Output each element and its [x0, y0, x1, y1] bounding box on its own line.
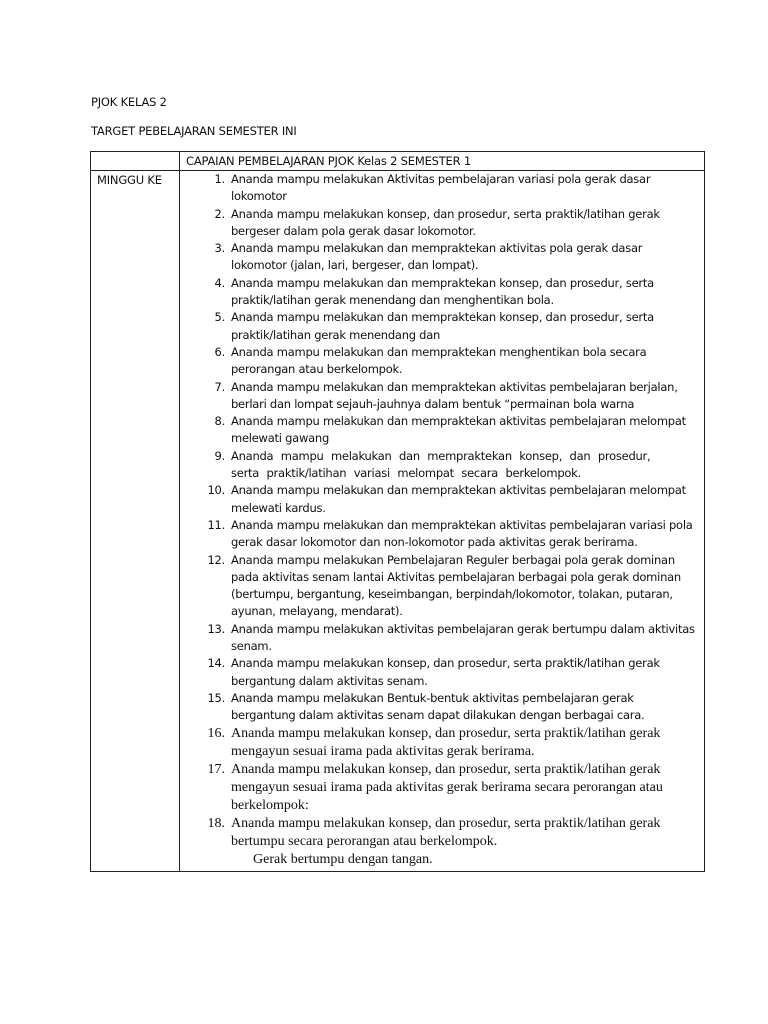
list-item — [180, 206, 700, 241]
item-text: Ananda mampu melakukan Aktivitas pembelajaran variasi pola gerak dasar lokomotor — [231, 172, 651, 204]
item-number: 10. — [207, 483, 225, 498]
item-number: 1. — [214, 172, 225, 186]
item-text: Ananda mampu melakukan dan mempraktekan aktivitas pembelajaran berjalan, berlari dan lompat sejauh-jauhnya dalam bentuk “permainan bola warna — [231, 379, 678, 411]
item-number: 14. — [207, 656, 225, 671]
learning-outcomes-table — [90, 151, 705, 872]
item-text: Ananda mampu melakukan dan mempraktekan aktivitas pola gerak dasar lokomotor (jalan, lari, bergeser, dan lompat). — [231, 241, 643, 273]
item-text: Ananda mampu melakukan konsep, dan prosedur, serta praktik/latihan gerak bergeser dalam pola gerak dasar lokomotor. — [231, 206, 660, 238]
item-extra-text: Gerak bertumpu dengan tangan. — [253, 851, 433, 867]
item-text: Ananda mampu melakukan dan mempraktekan konsep, dan prosedur, serta praktik/latihan gerak menendang dan menghentikan bola. — [231, 275, 654, 308]
week-label: MINGGU KE — [97, 173, 162, 187]
item-number: 6. — [214, 344, 225, 359]
item-number: 2. — [214, 206, 225, 221]
item-text: Ananda mampu melakukan konsep, dan prosedur, serta praktik/latihan gerak bergantung dalam aktivitas senam. — [231, 656, 660, 688]
table-header-row — [91, 152, 705, 171]
week-label-cell — [91, 171, 180, 872]
item-number: 3. — [214, 241, 225, 256]
list-item — [180, 275, 700, 310]
document-subtitle: TARGET PEBELAJARAN SEMESTER INI — [91, 124, 297, 138]
table-header-label: CAPAIAN PEMBELAJARAN PJOK Kelas 2 SEMESTER 1 — [186, 154, 471, 168]
list-item — [180, 379, 700, 414]
item-number: 7. — [214, 379, 225, 394]
item-text: Ananda mampu melakukan dan mempraktekan menghentikan bola secara perorangan atau berkelompok. — [231, 344, 647, 377]
item-number: 5. — [214, 310, 225, 325]
item-number: 13. — [207, 621, 225, 636]
list-item — [180, 240, 700, 275]
item-text: Ananda mampu melakukan Bentuk-bentuk aktivitas pembelajaran gerak bergantung dalam aktivitas senam dapat dilakukan dengan berbagai cara. — [231, 690, 645, 723]
list-item — [180, 344, 700, 379]
item-number: 16. — [207, 725, 225, 741]
item-number: 9. — [214, 448, 225, 463]
item-text: Ananda mampu melakukan konsep, dan prosedur, serta praktik/latihan gerak mengayun sesuai irama pada aktivitas gerak berirama. — [231, 725, 661, 759]
item-text: Ananda mampu melakukan aktivitas pembelajaran gerak bertumpu dalam aktivitas senam. — [231, 621, 695, 654]
list-item — [180, 690, 700, 725]
item-number: 17. — [207, 761, 225, 777]
item-text: Ananda mampu melakukan konsep, dan prosedur, serta praktik/latihan gerak bertumpu secara perorangan atau berkelompok. — [231, 815, 661, 849]
list-item — [180, 413, 700, 448]
table-body-row — [91, 171, 705, 872]
item-number: 15. — [207, 690, 225, 705]
outcomes-cell — [180, 171, 705, 872]
list-item — [180, 517, 700, 552]
list-item — [180, 448, 700, 483]
item-text: Ananda mampu melakukan dan mempraktekan konsep, dan prosedur, — [231, 448, 651, 463]
list-item — [180, 171, 700, 206]
list-item — [180, 655, 700, 690]
item-number: 18. — [207, 815, 225, 831]
list-item — [180, 552, 700, 621]
item-text: Ananda mampu melakukan dan mempraktekan aktivitas pembelajaran melompat melewati gawang — [231, 414, 686, 446]
outcomes-list — [180, 171, 704, 871]
list-item — [180, 725, 700, 761]
list-item — [180, 761, 700, 815]
item-text-continued: serta praktik/latihan variasi melompat secara berkelompok. — [231, 466, 581, 481]
item-text: Ananda mampu melakukan dan mempraktekan konsep, dan prosedur, serta praktik/latihan gerak menendang dan — [231, 310, 654, 342]
item-text: Ananda mampu melakukan dan mempraktekan aktivitas pembelajaran melompat melewati kardus. — [231, 483, 686, 515]
item-number: 4. — [214, 275, 225, 290]
header-cell — [180, 152, 705, 171]
list-item — [180, 621, 700, 656]
item-text: Ananda mampu melakukan konsep, dan prosedur, serta praktik/latihan gerak mengayun sesuai irama pada aktivitas gerak berirama secara perorangan atau berkelompok: — [231, 761, 663, 813]
document-title: PJOK KELAS 2 — [91, 95, 167, 109]
list-item — [180, 482, 700, 517]
item-number: 12. — [207, 552, 225, 567]
item-number: 8. — [214, 414, 225, 429]
list-item — [180, 815, 700, 869]
header-empty-cell — [91, 152, 180, 171]
list-item — [180, 309, 700, 344]
item-number: 11. — [207, 517, 225, 532]
item-text: Ananda mampu melakukan dan mempraktekan aktivitas pembelajaran variasi pola gerak dasar lokomotor dan non-lokomotor pada aktivitas gerak berirama. — [231, 517, 693, 550]
item-text: Ananda mampu melakukan Pembelajaran Reguler berbagai pola gerak dominan pada aktivitas senam lantai Aktivitas pembelajaran berbagai pola gerak dominan (bertumpu, bergantung, keseimbangan, berpindah/lokomotor, tolakan, putaran, ayunan, melayang, mendarat). — [231, 552, 681, 619]
